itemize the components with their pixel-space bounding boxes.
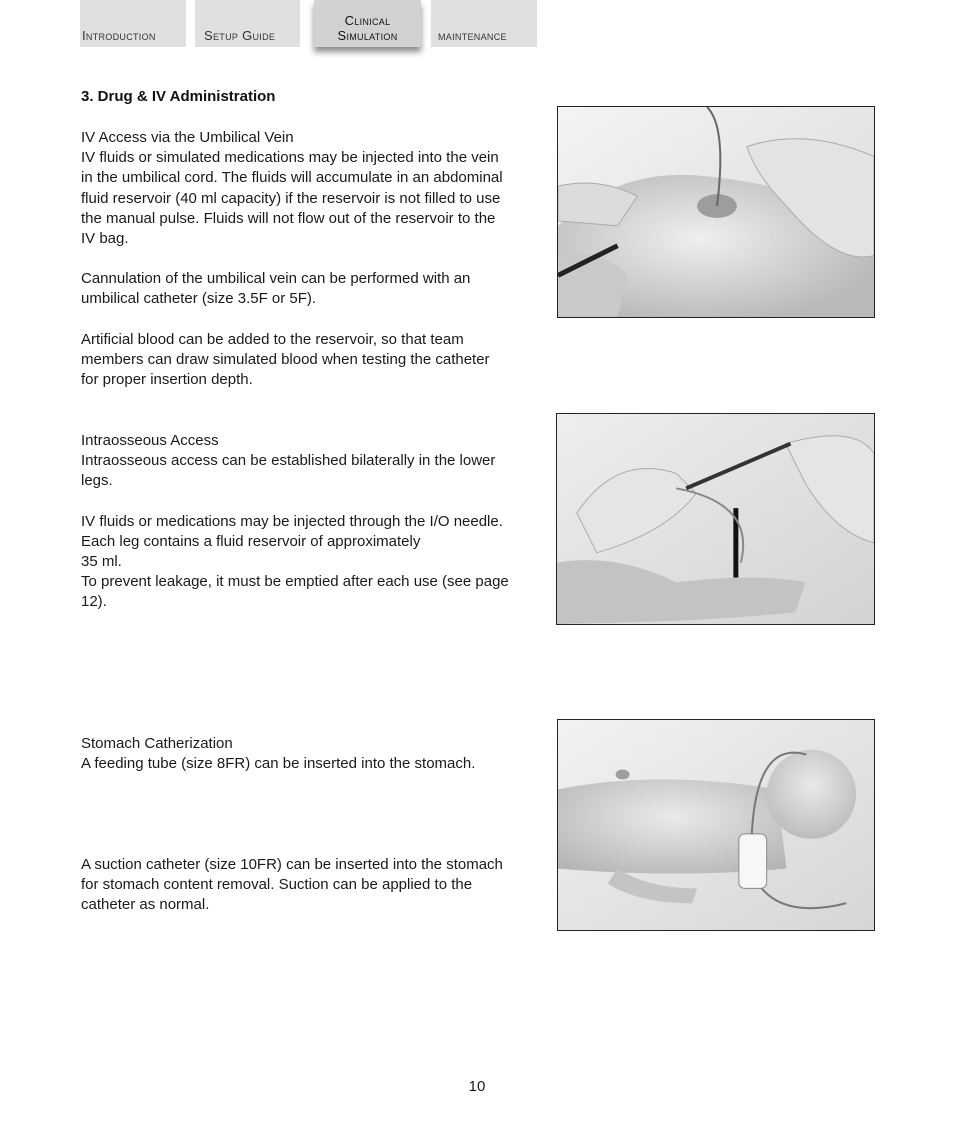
stomach-catheterization-photo <box>557 719 875 931</box>
tab-label: maintenance <box>438 28 507 43</box>
intraosseous-heading: Intraosseous Access <box>81 432 219 449</box>
tab-introduction[interactable] <box>80 0 186 47</box>
intraosseous-paragraph-3: To prevent leakage, it must be emptied after each use (see page 12). <box>81 573 509 611</box>
intraosseous-access-photo <box>556 413 875 625</box>
tab-label: Setup Guide <box>204 28 276 43</box>
tab-clinical-simulation[interactable] <box>314 0 421 47</box>
iv-access-paragraph-1: IV fluids or simulated medications may be injected into the vein in the umbilical cord. The fluids will accumulate in an abdominal fluid reservoir (40 ml capacity) if the reservoir is not filled to use the manual pulse. Fluids will not flow out of the reservoir to the IV bag. <box>81 149 503 248</box>
intraosseous-paragraph-2: IV fluids or medications may be injected through the I/O needle. Each leg contains a fluid reservoir of approximately <box>81 512 503 550</box>
tab-label-line2: Simulation <box>337 28 398 43</box>
intraosseous-section <box>81 431 511 613</box>
section-title: 3. Drug & IV Administration <box>81 88 276 105</box>
tab-maintenance[interactable] <box>431 0 537 47</box>
stomach-paragraph-2: A suction catheter (size 10FR) can be inserted into the stomach for stomach content removal. Suction can be applied to the catheter as normal. <box>81 856 503 914</box>
tab-label: Introduction <box>82 28 156 43</box>
intraosseous-paragraph-2b: 35 ml. <box>81 553 122 571</box>
iv-access-heading: IV Access via the Umbilical Vein <box>81 129 294 146</box>
iv-access-paragraph-3: Artificial blood can be added to the reservoir, so that team members can draw simulated blood when testing the catheter for proper insertion depth. <box>81 330 490 389</box>
stomach-section <box>81 734 511 774</box>
intraosseous-paragraph-1: Intraosseous access can be established bilaterally in the lower legs. <box>81 452 496 490</box>
iv-access-section <box>81 128 511 390</box>
stomach-heading: Stomach Catherization <box>81 735 233 752</box>
iv-access-paragraph-2: Cannulation of the umbilical vein can be performed with an umbilical catheter (size 3.5F or 5F). <box>81 270 471 308</box>
page-number: 10 <box>468 1078 486 1095</box>
tab-label-line1: Clinical <box>344 13 391 28</box>
stomach-suction-section <box>81 855 511 916</box>
tab-setup-guide[interactable] <box>195 0 300 47</box>
umbilical-catheter-photo <box>557 106 875 318</box>
stomach-paragraph-1: A feeding tube (size 8FR) can be inserted into the stomach. <box>81 755 476 773</box>
